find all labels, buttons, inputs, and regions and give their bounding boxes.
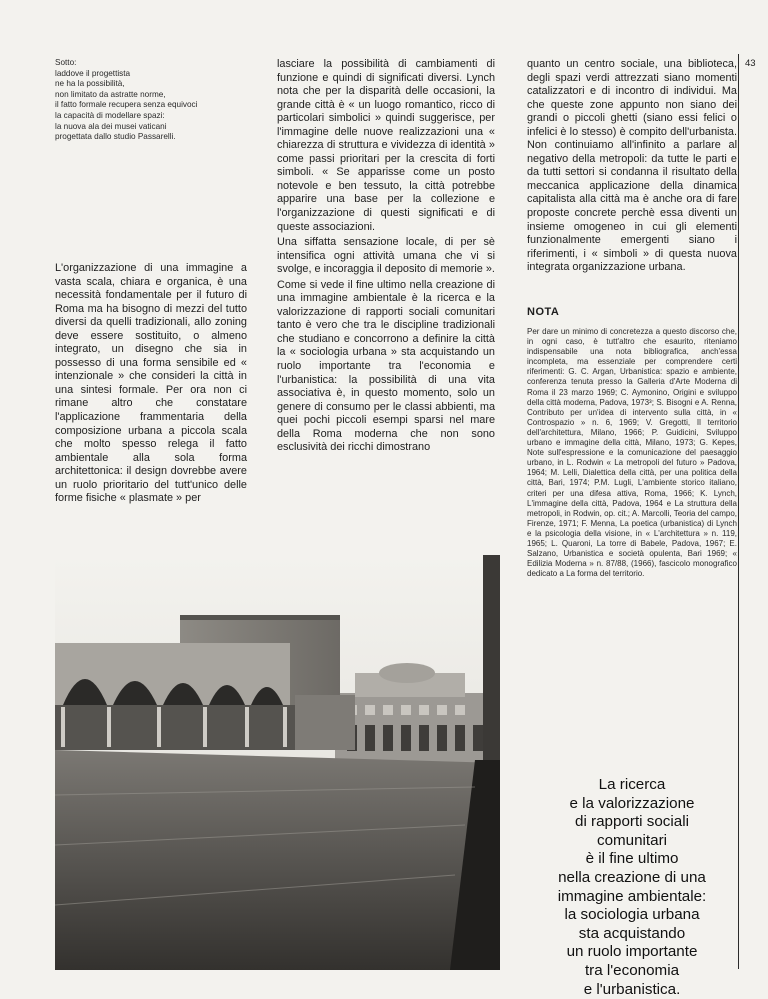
column-3-paragraph: quanto un centro sociale, una biblioteca, degli spazi verdi attrezzati siano momenti catalizzatori e di incontro di individui. Ma che queste zone appunto non siano dei grandi o piccoli ghetti (siano essi felici o infelici è lo stesso) è compito dell'urbanista. Non continuiamo all'infinito a parlare al negativo della metropoli: da tutte le parti e da tutti settori si condanna il risultato della meccanica applicazione della dinamica capitalista alla città ma è anche ora di fare proposte concrete perchè essa diventi un insieme omogeneo in cui gli elementi funzionalmente emergenti siano i riferimenti, i « simboli » di questa nuova integrata organizzazione urbana. xyxy=(527,58,737,274)
column-1-paragraph: L'organizzazione di una immagine a vasta scala, chiara e organica, è una necessità fondamentale per il futuro di Roma ma ha bisogno di mezzi del tutto diversi da quelli tradizionali, allo zoning deve essere sostituito, o almeno integrato, un disegno che sia in possesso di una forma sensibile ed « intenzionale » che consideri la città in una sintesi formale. Per ora non ci rimane altro che constatare l'applicazione frammentaria della composizione urbana a piccola scala che molto spesso relega il fatto ambientale alla sola forma architettonica: il design dovrebbe avere un ruolo prioritario del tutt'unico delle forme fisiche « plasmate » per xyxy=(55,262,247,505)
pull-quote-line: un ruolo importante xyxy=(566,943,698,961)
pull-quote-line: sta acquistando xyxy=(578,924,686,942)
pull-quote-line: tra l'economia xyxy=(584,961,680,979)
pull-quote-line: comunitari xyxy=(596,831,668,849)
column-2-paragraph: Una siffatta sensazione locale, di per sè intensifica ogni attività umana che vi si svolge, e incoraggia il deposito di memorie ». xyxy=(277,236,495,276)
pull-quote-line: immagine ambientale: xyxy=(557,887,707,905)
photo-caption xyxy=(55,58,247,143)
column-2-paragraph: Come si vede il fine ultimo nella creazione di una immagine ambientale è la ricerca e la valorizzazione di rapporti sociali comunitari tanto è vero che tra le discipline tradizionali che studiano e concorrono a definire la città la « sociologia urbana » sta acquistando un ruolo importante tra l'economia e l'urbanistica: la possibilità di una vita associativa è, in questo momento, solo un genere di consumo per le classi abbienti, ma quei pochi piccoli esempi sparsi nel mare della Roma moderna che non sono esclusività dei ricchi dimostrano xyxy=(277,278,495,454)
column-rule xyxy=(738,54,739,969)
pull-quote-line: La ricerca xyxy=(598,776,666,793)
caption-line: la nuova ala dei musei vaticani xyxy=(55,121,167,131)
pull-quote-line: nella creazione di una xyxy=(558,868,706,886)
nota-bibliography: Per dare un minimo di concretezza a questo discorso che, in ogni caso, è tutt'altro che esaurito, riteniamo indispensabile una nota bibliografica, anch'essa incompleta, ma essenziale per comprendere certi riferimenti: G. C. Argan, Urbanistica: spazio e ambiente, conferenza tenuta presso la Galleria d'Arte Moderna di Roma il 23 marzo 1969; C. Aymonino, Origini e sviluppo della città moderna, Padova, 1973³; S. Bisogni e A. Renna, Contributo per un'idea di intervento sulla città, in « Controspazio » n. 6, 1969; V. Gregotti, Il territorio dell'architettura, Milano, 1966; P. Guidicini, Sviluppo urbano e immagine della città, Milano, 1973; G. Kepes, Note sull'espressione e la comunicazione del paesaggio urbano, in L. Rodwin « La metropoli del futuro » Padova, 1964; M. Lelli, Dialettica della città, per una politica della città, Bari, 1974; P.M. Lugli, L'ambiente storico italiano, criteri per una difesa attiva, Roma, 1966; K. Lynch, L'immagine della città, Padova, 1964 e La struttura della metropoli, in Rodwin, op. cit.; A. Marcolli, Teoria del campo, Firenze, 1971; F. Menna, La poetica (urbanistica) di Lynch e la psicologia della visione, in « L'architettura » n. 119, 1965; L. Quaroni, La torre di Babele, Padova, 1967; E. Salzano, Urbanistica e società opulenta, Bari 1969; « Edilizia Moderna » n. 87/88, (1966), fascicolo monografico dedicato a La forma del territorio. xyxy=(527,327,737,579)
column-1 xyxy=(55,262,247,506)
page-number: 43 xyxy=(745,58,756,69)
nota-heading: NOTA xyxy=(527,306,560,318)
column-3 xyxy=(527,58,737,275)
caption-line: ne ha la possibilità, xyxy=(55,79,125,89)
caption-line: non limitato da astratte norme, xyxy=(55,89,166,99)
column-2-paragraph: lasciare la possibilità di cambiamenti di funzione e quindi di significati diversi. Lynch nota che per la disparità delle occasioni, la grande città è « un luogo romantico, ricco di particolari simbolici » quindi suggerisce, per l'immagine delle nuove realizzazioni una « chiarezza di struttura e vividezza di identità » come passi prioritari per la crescita di forti simboli. « Se apparisse come un posto notevole e ben tessuto, la città potrebbe apparire una base per la collezione e l'organizzazione di questi significati e di queste associazioni. xyxy=(277,58,495,233)
pull-quote xyxy=(527,776,737,999)
pull-quote-line: la sociologia urbana xyxy=(564,906,700,924)
pull-quote-line: e la valorizzazione xyxy=(569,794,695,812)
caption-line: Sotto: xyxy=(55,58,77,67)
caption-line: la capacità di modellare spazi: xyxy=(55,110,165,120)
pull-quote-line: di rapporti sociali xyxy=(575,813,689,831)
pull-quote-line: è il fine ultimo xyxy=(585,850,679,868)
pull-quote-line: e l'urbanistica. xyxy=(583,980,681,998)
caption-line: progettata dallo studio Passarelli. xyxy=(55,132,176,142)
caption-line: il fatto formale recupera senza equivoci xyxy=(55,100,198,110)
caption-line: laddove il progettista xyxy=(55,68,131,78)
column-2 xyxy=(277,58,495,455)
architecture-photo xyxy=(55,555,500,970)
